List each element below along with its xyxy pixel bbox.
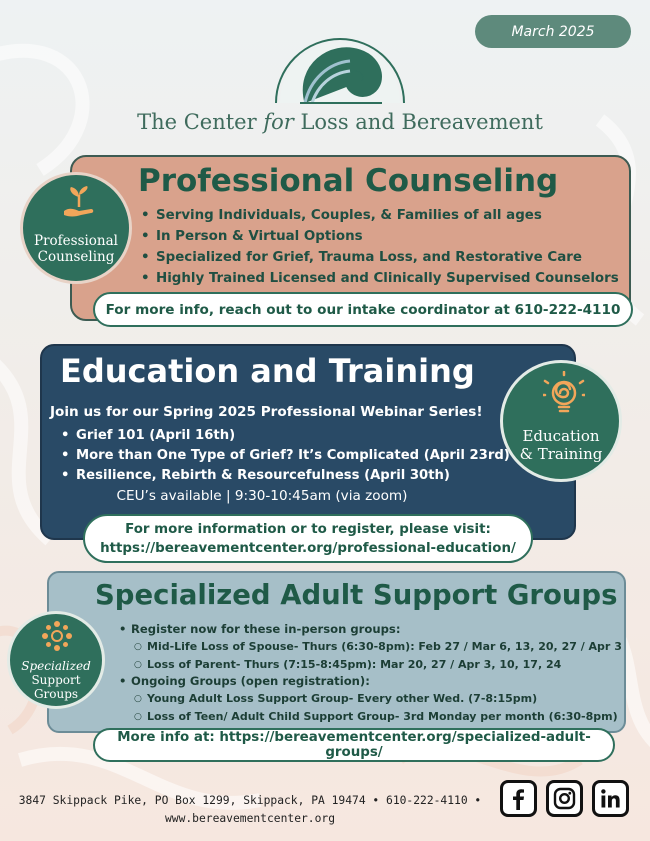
support-groups-link-banner[interactable]: More info at: https://bereavementcenter.org/specialized-adult-groups/ <box>93 728 615 762</box>
list-item: • Grief 101 (April 16th) <box>76 426 510 446</box>
list-item: ○ Loss of Parent- Thurs (7:15-8:45pm): Mar 20, 27 / Apr 3, 10, 17, 24 <box>147 656 622 674</box>
education-training-badge: Education & Training <box>500 360 622 482</box>
ongoing-groups-list <box>131 672 618 726</box>
list-item: ○ Mid-Life Loss of Spouse- Thurs (6:30-8pm): Feb 27 / Mar 6, 13, 20, 27 / Apr 3 <box>147 638 622 656</box>
list-item: ○ Young Adult Loss Support Group- Every other Wed. (7-8:15pm) <box>147 690 618 708</box>
list-item: • Highly Trained Licensed and Clinically Supervised Counselors <box>156 268 619 289</box>
counseling-bullet-list <box>156 205 619 289</box>
footer-contact <box>0 792 500 828</box>
support-groups-title: Specialized Adult Support Groups <box>95 579 618 611</box>
list-item: • Serving Individuals, Couples, & Families of all ages <box>156 205 619 226</box>
webinar-intro: Join us for our Spring 2025 Professional Webinar Series! <box>50 404 483 420</box>
list-item: • Specialized for Grief, Trauma Loss, and Restorative Care <box>156 247 619 268</box>
education-link[interactable]: https://bereavementcenter.org/professional-education/ <box>100 540 516 556</box>
education-training-panel <box>40 344 576 540</box>
list-item: • Register now for these in-person groups: ○ Mid-Life Loss of Spouse- Thurs (6:30-8pm): Feb 27 / Mar 6, 13, 20, 27 / Apr 3 ○ Loss of Parent- Thurs (7:15-8:45pm): Mar 20, 27 / Apr 3, 10, 17, 24 <box>131 620 622 674</box>
webinar-session-list <box>76 426 510 486</box>
lightbulb-icon <box>543 371 585 423</box>
support-groups-panel <box>47 571 626 733</box>
instagram-icon[interactable] <box>546 780 583 817</box>
linkedin-icon[interactable] <box>592 780 629 817</box>
list-item: • Resilience, Rebirth & Resourcefulness (April 30th) <box>76 466 510 486</box>
date-badge: March 2025 <box>475 15 631 48</box>
footer-address: 3847 Skippack Pike, PO Box 1299, Skippack, PA 19474 • 610-222-4110 • <box>18 794 482 807</box>
in-person-groups-list <box>131 620 622 674</box>
list-item: ○ Loss of Teen/ Adult Child Support Group- 3rd Monday per month (6:30-8pm) <box>147 708 618 726</box>
hand-sprout-icon <box>61 185 97 225</box>
list-item: • In Person & Virtual Options <box>156 226 619 247</box>
nautilus-logo <box>270 25 410 105</box>
professional-counseling-badge: Professional Counseling <box>20 172 132 284</box>
professional-counseling-title: Professional Counseling <box>138 163 559 199</box>
intake-contact-banner: For more info, reach out to our intake coordinator at 610-222-4110 <box>93 292 633 327</box>
ceu-info: CEU’s available | 9:30-10:45am (via zoom) <box>116 488 408 504</box>
list-item: • Ongoing Groups (open registration): ○ Young Adult Loss Support Group- Every other Wed. (7-8:15pm) ○ Loss of Teen/ Adult Child Support Group- 3rd Monday per month (6:30-8pm) <box>131 672 618 726</box>
people-circle-icon <box>40 619 74 653</box>
footer-website[interactable]: www.bereavementcenter.org <box>164 812 336 825</box>
education-register-banner: For more information or to register, please visit: https://bereavementcenter.org/professional-education/ <box>83 514 533 563</box>
organization-name: The Center for Loss and Bereavement <box>137 110 543 134</box>
support-groups-badge: Specialized Support Groups <box>7 611 105 709</box>
list-item: • More than One Type of Grief? It’s Complicated (April 23rd) <box>76 446 510 466</box>
education-training-title: Education and Training <box>60 352 475 390</box>
facebook-icon[interactable] <box>500 780 537 817</box>
